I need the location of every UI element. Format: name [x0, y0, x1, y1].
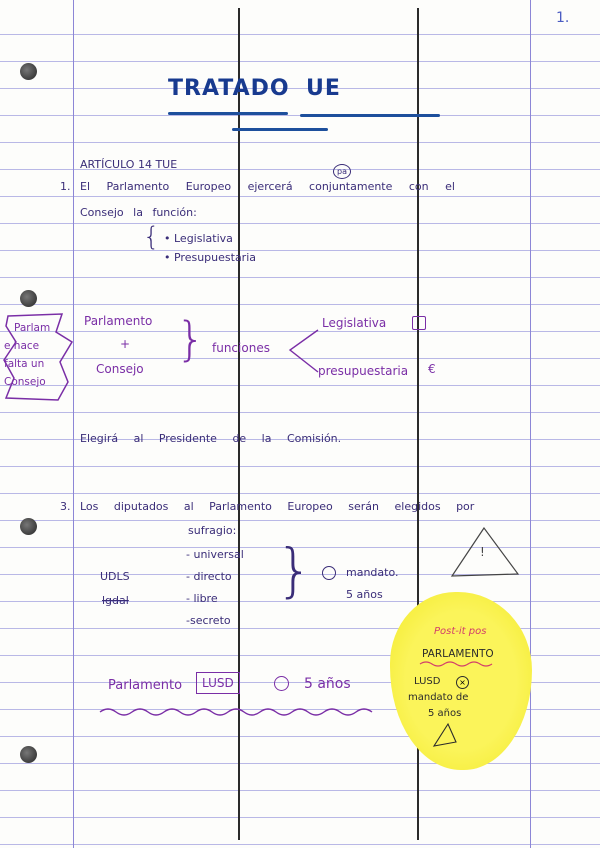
diagram-legislativa: Legislativa — [322, 316, 387, 330]
point-number: 1. — [60, 180, 71, 193]
euro-symbol: € — [428, 362, 436, 376]
article-text-line: El Parlamento Europeo ejercerá conjuntamente con el — [80, 180, 455, 193]
mandato-label: mandato. — [346, 566, 399, 579]
sticky-brand: Post-it pos — [434, 626, 487, 637]
sticky-line: 5 años — [428, 708, 462, 719]
sticky-line: LUSD — [414, 676, 441, 687]
diagram-plus: + — [120, 337, 131, 351]
title-right: UE — [306, 76, 341, 101]
sufragio-label: sufragio: — [188, 524, 237, 537]
sufragio-item: - universal — [186, 548, 244, 561]
close-circle-icon: × — [456, 676, 469, 689]
point-3-line: Los diputados al Parlamento Europeo serán elegidos por — [80, 500, 475, 513]
mandato-years: 5 años — [346, 588, 383, 601]
warning-triangle-icon — [390, 592, 532, 770]
point-number: 3. — [60, 500, 71, 513]
page-number: 1. — [556, 10, 570, 26]
title-left: TRATADO — [168, 76, 290, 101]
article-heading: ARTÍCULO 14 TUE — [80, 158, 178, 171]
sticky-line: mandato de — [408, 692, 469, 703]
sufragio-item: -secreto — [186, 614, 231, 627]
side-note-line: Parlam — [14, 322, 51, 334]
diagram-parlamento: Parlamento — [84, 314, 153, 328]
diagram-presupuestaria: presupuestaria — [318, 364, 409, 378]
elegira-line: Elegirá al Presidente de la Comisión. — [80, 432, 342, 445]
bottom-years: 5 años — [304, 676, 351, 692]
side-note-line: Consejo — [4, 376, 46, 388]
diagram-funciones: funciones — [212, 341, 270, 355]
function-item: • Presupuestaria — [164, 251, 257, 264]
annotation-text: pa — [337, 167, 347, 176]
article-text-line: Consejo la función: — [80, 206, 197, 219]
udls-label: UDLS — [100, 570, 130, 583]
function-item: • Legislativa — [164, 232, 233, 245]
side-note-line: e hace — [4, 340, 40, 352]
sticky-title: PARLAMENTO — [422, 648, 494, 660]
side-note-line: falta un — [4, 358, 45, 370]
warning-mark: ! — [480, 545, 485, 559]
sufragio-brace: } — [276, 536, 313, 604]
sufragio-item: - libre — [186, 592, 218, 605]
diagram-brace: } — [176, 312, 206, 366]
sticky-note — [390, 592, 532, 770]
brace: { — [143, 222, 160, 252]
bottom-parlamento: Parlamento — [108, 678, 183, 693]
ldal-crossed: lgdal — [102, 594, 129, 607]
sufragio-item: - directo — [186, 570, 232, 583]
diagram-consejo: Consejo — [96, 362, 144, 376]
lusd-box: LUSD — [196, 672, 240, 694]
